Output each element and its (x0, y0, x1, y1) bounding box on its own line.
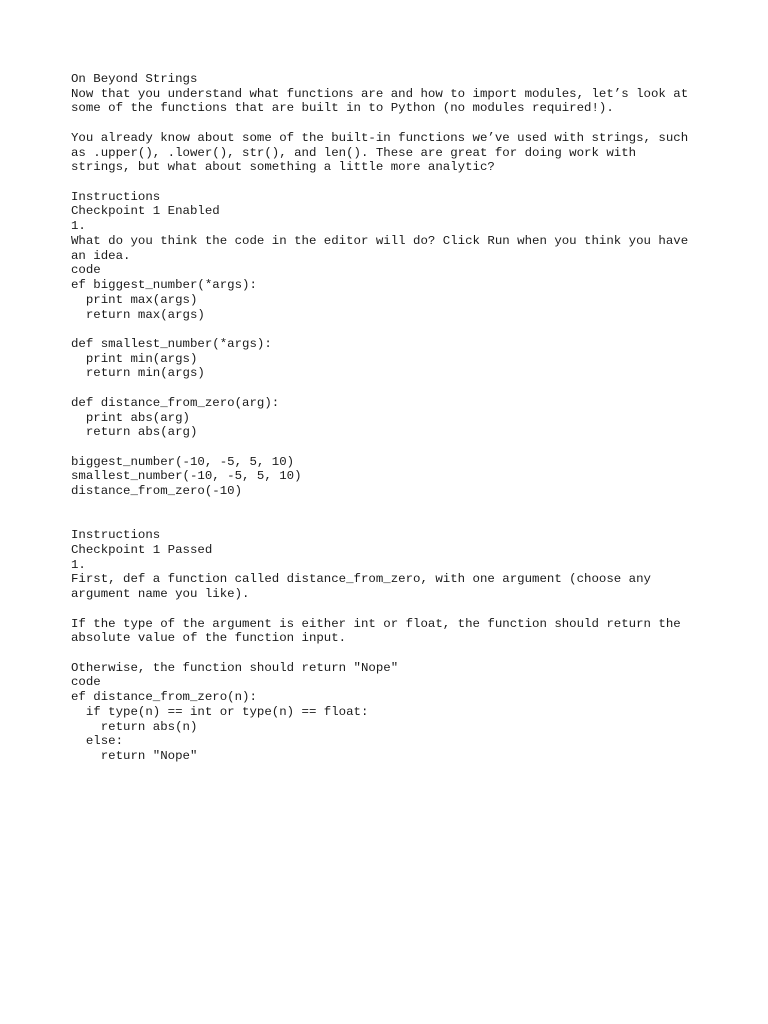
document-line: print abs(arg) (71, 410, 190, 425)
document-line: 1. (71, 219, 86, 234)
document-line (71, 440, 731, 455)
document-line: 1. (71, 557, 86, 572)
document-line: print min(args) (71, 351, 198, 366)
document-line: return abs(arg) (71, 425, 198, 440)
document-line: biggest_number(-10, -5, 5, 10) (71, 454, 295, 469)
document-line: absolute value of the function input. (71, 631, 347, 646)
document-line: ef distance_from_zero(n): (71, 690, 257, 705)
document-line: Checkpoint 1 Passed (71, 543, 213, 557)
document-line: argument name you like). (71, 587, 250, 602)
document-line: What do you think the code in the editor will do? Click Run when you think you have (71, 233, 689, 248)
document-line: if type(n) == int or type(n) == float: (71, 704, 369, 719)
document-line: You already know about some of the built-in functions we’ve used with strings, such (71, 130, 689, 145)
document-line: Now that you understand what functions are and how to import modules, let’s look at (71, 86, 689, 101)
document-line: as .upper(), .lower(), str(), and len(). These are great for doing work with (71, 145, 637, 160)
document-body (71, 72, 731, 764)
document-line (71, 322, 731, 337)
document-line: smallest_number(-10, -5, 5, 10) (71, 469, 302, 484)
document-line: Instructions (71, 528, 161, 543)
document-line: Otherwise, the function should return "Nope" (71, 660, 399, 675)
document-line: return abs(n) (71, 719, 198, 734)
document-line: an idea. (71, 248, 131, 263)
document-line: return max(args) (71, 307, 205, 322)
document-line (71, 514, 731, 529)
document-line (71, 499, 731, 514)
document-line (71, 646, 731, 661)
document-line: Instructions (71, 189, 161, 204)
document-line: else: (71, 734, 124, 749)
document-line: return "Nope" (71, 749, 198, 764)
document-line: First, def a function called distance_from_zero, with one argument (choose any (71, 572, 651, 587)
document-line: ef biggest_number(*args): (71, 278, 257, 293)
document-line: return min(args) (71, 366, 205, 381)
document-line: code (71, 675, 101, 690)
document-line: If the type of the argument is either int or float, the function should return the (71, 616, 681, 631)
document-line: some of the functions that are built in to Python (no modules required!). (71, 101, 614, 116)
document-line (71, 602, 731, 617)
document-line: On Beyond Strings (71, 72, 198, 86)
document-line: print max(args) (71, 292, 198, 307)
document-line: code (71, 263, 101, 278)
document-line (71, 116, 731, 131)
document-line: def smallest_number(*args): (71, 336, 272, 351)
document-line (71, 381, 731, 396)
document-line: strings, but what about something a little more analytic? (71, 160, 495, 175)
document-line (71, 175, 731, 190)
document-line: def distance_from_zero(arg): (71, 395, 280, 410)
document-line: distance_from_zero(-10) (71, 484, 243, 499)
document-line: Checkpoint 1 Enabled (71, 204, 220, 219)
